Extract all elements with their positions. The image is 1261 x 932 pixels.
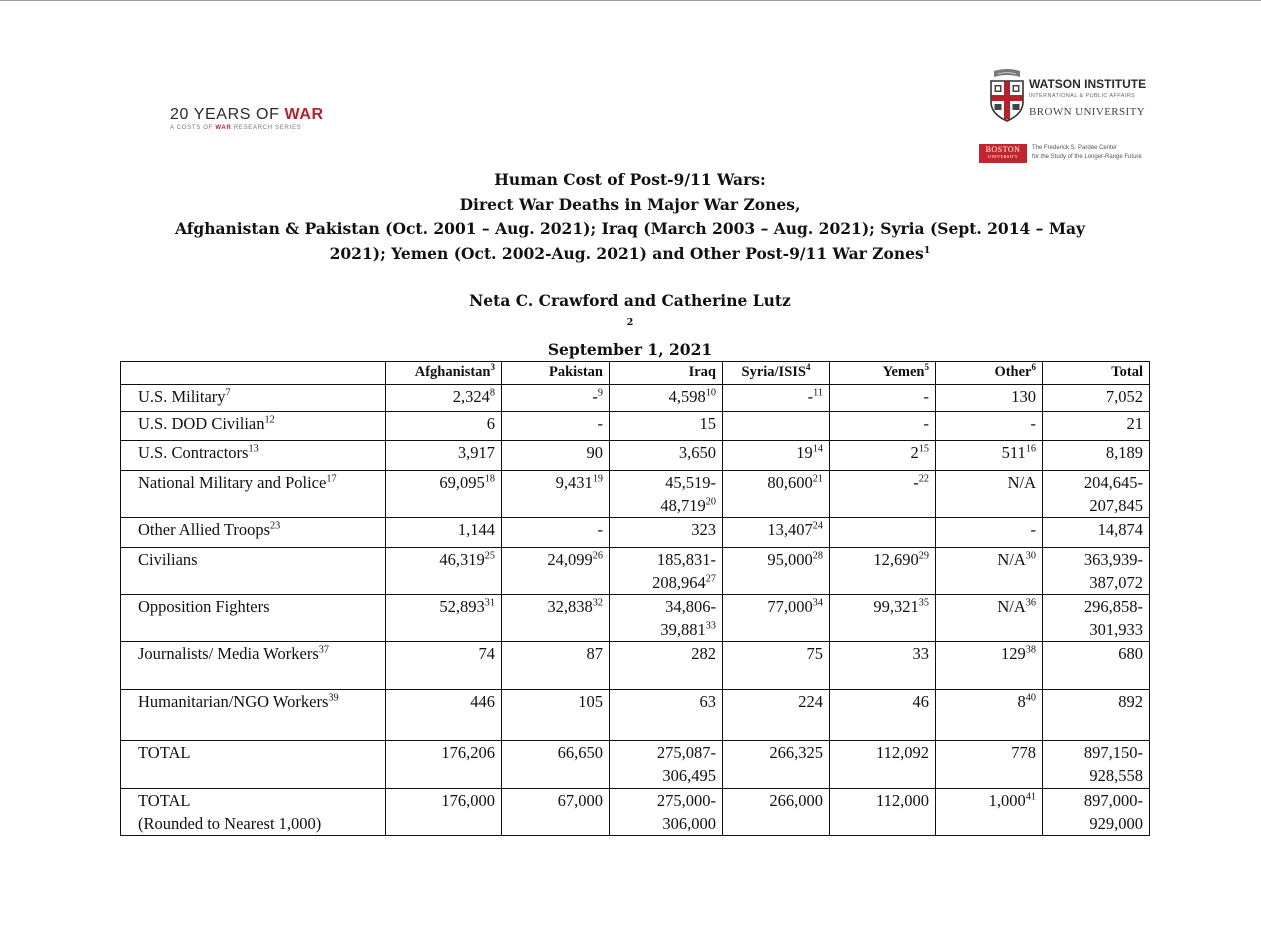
cell-other — [936, 595, 1043, 642]
byline — [120, 289, 1140, 363]
header-iraq-text: Iraq — [688, 364, 716, 380]
row-label — [121, 741, 386, 789]
header-other — [936, 362, 1043, 385]
header-afghanistan-text: Afghanistan — [414, 364, 491, 380]
row-label-text: TOTAL — [138, 791, 191, 810]
watson-institute-subtitle: INTERNATIONAL & PUBLIC AFFAIRS — [1029, 93, 1136, 99]
cell-pakistan — [502, 789, 610, 836]
cell-value: 130 — [1011, 387, 1036, 406]
title-line-3: Afghanistan & Pakistan (Oct. 2001 – Aug. 2021); Iraq (March 2003 – Aug. 2021); Syria (Sept. 2014 – May — [174, 219, 1086, 238]
cell-yemen — [830, 741, 936, 789]
header-total — [1043, 362, 1150, 385]
cell-afghanistan — [386, 690, 502, 741]
cell-value: 296,858- — [1083, 597, 1143, 616]
cell-other — [936, 441, 1043, 471]
cell-syria — [723, 548, 830, 595]
authors — [120, 289, 1140, 338]
cell-iraq — [610, 518, 723, 548]
cell-afghanistan — [386, 412, 502, 441]
row-label — [121, 518, 386, 548]
cell-pakistan — [502, 548, 610, 595]
footnote-ref[interactable]: 9 — [597, 387, 603, 399]
cell-value: 363,939- — [1083, 550, 1143, 569]
cell-iraq — [610, 741, 723, 789]
cell-pakistan — [502, 741, 610, 789]
row-label-text: U.S. Military — [138, 387, 226, 406]
row-label — [121, 789, 386, 836]
cell-value: - — [913, 473, 919, 492]
footnote-ref[interactable]: 37 — [318, 644, 329, 656]
cell-afghanistan — [386, 441, 502, 471]
header-pakistan — [502, 362, 610, 385]
cell-iraq — [610, 548, 723, 595]
footnote-ref[interactable]: 18 — [484, 473, 495, 485]
pardee-line-2: for the Study of the Longer-Range Future — [1032, 154, 1142, 160]
cell-value: 63 — [699, 692, 716, 711]
table-row — [121, 385, 1150, 412]
row-label-text: National Military and Police — [138, 473, 327, 492]
cell-value-cont-text: 929,000 — [1089, 814, 1143, 833]
row-label — [121, 690, 386, 741]
cell-pakistan — [502, 471, 610, 518]
cell-value: 13,407 — [767, 520, 813, 539]
cell-value: 95,000 — [767, 550, 813, 569]
authors-text: Neta C. Crawford and Catherine Lutz — [469, 291, 791, 310]
table-row — [121, 412, 1150, 441]
series-logo-sub-accent: WAR — [215, 125, 232, 131]
footnote-ref[interactable]: 40 — [1025, 692, 1036, 704]
row-label-text: Opposition Fighters — [138, 597, 270, 616]
cell-other — [936, 741, 1043, 789]
row-label — [121, 548, 386, 595]
cell-value: 897,000- — [1083, 791, 1143, 810]
cell-value: - — [923, 387, 929, 406]
cell-value: 185,831- — [656, 550, 716, 569]
cell-iraq — [610, 690, 723, 741]
series-logo-title — [170, 106, 360, 124]
cell-value: 33 — [912, 644, 929, 663]
cell-value-cont-text: 207,845 — [1089, 496, 1143, 515]
cell-value-cont — [616, 571, 716, 594]
cell-value: 282 — [691, 644, 716, 663]
cell-value-cont — [616, 494, 716, 517]
row-label-text: Journalists/ Media Workers — [138, 644, 319, 663]
footnote-ref[interactable]: 13 — [248, 443, 259, 455]
cell-value: N/A — [1007, 473, 1036, 492]
footnote-ref[interactable]: 39 — [328, 692, 339, 704]
cell-value: 67,000 — [557, 791, 603, 810]
cell-value: 1,144 — [457, 520, 495, 539]
footnote-ref[interactable]: 29 — [918, 550, 929, 562]
cell-iraq — [610, 789, 723, 836]
cell-other — [936, 642, 1043, 690]
cell-value: - — [597, 414, 603, 433]
footnote-ref[interactable]: 20 — [705, 496, 716, 508]
cell-value-cont-text: 387,072 — [1089, 573, 1143, 592]
cell-pakistan — [502, 441, 610, 471]
cell-value: 112,092 — [875, 743, 929, 762]
footnote-ref[interactable]: 8 — [489, 387, 495, 399]
series-logo-sub-a: A COSTS OF — [170, 125, 216, 131]
cell-afghanistan — [386, 595, 502, 642]
bu-badge-top: BOSTON — [985, 145, 1021, 154]
row-label — [121, 385, 386, 412]
series-logo-title-text: 20 YEARS OF — [170, 106, 285, 123]
table-row — [121, 548, 1150, 595]
cell-afghanistan — [386, 385, 502, 412]
cell-value: 2 — [910, 443, 919, 462]
row-label-subtext: (Rounded to Nearest 1,000) — [138, 814, 322, 833]
cell-value: 99,321 — [873, 597, 919, 616]
cell-value: - — [592, 387, 598, 406]
cell-value: 275,087- — [656, 743, 716, 762]
cell-value: 446 — [470, 692, 495, 711]
footnote-ref[interactable]: 10 — [705, 387, 716, 399]
cell-value: N/A — [997, 597, 1026, 616]
cell-total — [1043, 518, 1150, 548]
cell-syria — [723, 518, 830, 548]
cell-yemen — [830, 642, 936, 690]
cell-value: 892 — [1118, 692, 1143, 711]
cell-value: 66,650 — [557, 743, 603, 762]
cell-iraq — [610, 471, 723, 518]
cell-value: 9,431 — [555, 473, 593, 492]
cell-value-cont — [616, 764, 716, 787]
header-syria-text: Syria/ISIS — [741, 364, 806, 380]
cell-syria — [723, 690, 830, 741]
cell-value-cont-text: 208,964 — [652, 573, 706, 592]
header-afghanistan — [386, 362, 502, 385]
cell-pakistan — [502, 595, 610, 642]
cell-total — [1043, 412, 1150, 441]
footnote-ref[interactable]: 5 — [924, 362, 929, 373]
footnote-ref[interactable]: 15 — [918, 443, 929, 455]
cell-value: 778 — [1011, 743, 1036, 762]
footnote-ref[interactable]: 16 — [1025, 443, 1036, 455]
cell-syria — [723, 789, 830, 836]
footnote-ref[interactable]: 26 — [592, 550, 603, 562]
header-yemen — [830, 362, 936, 385]
cell-total — [1043, 441, 1150, 471]
footnote-ref[interactable]: 31 — [484, 597, 495, 609]
footnote-ref[interactable]: 19 — [592, 473, 603, 485]
cell-value: 275,000- — [656, 791, 716, 810]
cell-afghanistan — [386, 471, 502, 518]
table-row — [121, 741, 1150, 789]
cell-yemen — [830, 471, 936, 518]
cell-value: 87 — [586, 644, 603, 663]
series-logo — [170, 106, 360, 131]
series-logo-subtitle — [170, 125, 360, 131]
cell-value: 176,206 — [441, 743, 495, 762]
cell-value: 21 — [1126, 414, 1143, 433]
row-label — [121, 642, 386, 690]
pardee-line-1: The Frederick S. Pardee Center — [1032, 145, 1118, 151]
footnote-ref[interactable]: 2 — [626, 316, 634, 328]
cell-value: 4,598 — [668, 387, 706, 406]
cell-value: 511 — [1001, 443, 1026, 462]
cell-value: 80,600 — [767, 473, 813, 492]
footnote-ref[interactable]: 41 — [1025, 791, 1036, 803]
footnote-ref[interactable]: 1 — [923, 244, 931, 256]
cell-yemen — [830, 548, 936, 595]
cell-value: 34,806- — [665, 597, 716, 616]
row-label-text: Civilians — [138, 550, 198, 569]
cell-total — [1043, 642, 1150, 690]
header-other-text: Other — [994, 364, 1032, 380]
cell-other — [936, 385, 1043, 412]
row-label — [121, 595, 386, 642]
cell-value-cont-text: 48,719 — [660, 496, 706, 515]
table-row — [121, 642, 1150, 690]
row-label — [121, 441, 386, 471]
cell-syria — [723, 595, 830, 642]
cell-value: 19 — [796, 443, 813, 462]
cell-syria — [723, 642, 830, 690]
cell-value-cont-text: 306,000 — [662, 814, 716, 833]
cell-value: 52,893 — [439, 597, 485, 616]
footnote-ref[interactable]: 22 — [918, 473, 929, 485]
cell-value: 129 — [1001, 644, 1026, 663]
cell-value: 7,052 — [1105, 387, 1143, 406]
series-logo-sub-b: RESEARCH SERIES — [231, 125, 302, 131]
cell-value: 32,838 — [547, 597, 593, 616]
cell-value: 3,917 — [457, 443, 495, 462]
cell-value: 46,319 — [439, 550, 485, 569]
war-deaths-table — [120, 361, 1150, 836]
cell-other — [936, 690, 1043, 741]
row-label-text: Humanitarian/NGO Workers — [138, 692, 329, 711]
boston-university-badge — [979, 144, 1027, 163]
cell-value: 8 — [1017, 692, 1026, 711]
cell-total — [1043, 548, 1150, 595]
cell-iraq — [610, 412, 723, 441]
cell-total — [1043, 595, 1150, 642]
cell-syria — [723, 741, 830, 789]
cell-iraq — [610, 441, 723, 471]
cell-value: 897,150- — [1083, 743, 1143, 762]
footnote-ref[interactable]: 32 — [592, 597, 603, 609]
cell-value-cont — [1049, 812, 1143, 835]
table-header-row — [121, 362, 1150, 385]
cell-total — [1043, 690, 1150, 741]
cell-pakistan — [502, 412, 610, 441]
cell-syria — [723, 412, 830, 441]
cell-value-cont-text: 301,933 — [1089, 620, 1143, 639]
cell-other — [936, 471, 1043, 518]
cell-value: 3,650 — [678, 443, 716, 462]
cell-value: 45,519- — [665, 473, 716, 492]
pardee-center-label — [1032, 144, 1142, 162]
cell-value: 680 — [1118, 644, 1143, 663]
cell-value: 2,324 — [452, 387, 490, 406]
row-label-text: TOTAL — [138, 743, 191, 762]
title-line-4-text: 2021); Yemen (Oct. 2002-Aug. 2021) and Other Post-9/11 War Zones — [329, 243, 924, 263]
row-label — [121, 471, 386, 518]
cell-value-cont-text: 306,495 — [662, 766, 716, 785]
header-syria — [723, 362, 830, 385]
footnote-ref[interactable]: 21 — [812, 473, 823, 485]
cell-pakistan — [502, 518, 610, 548]
cell-value: 105 — [578, 692, 603, 711]
cell-value: 24,099 — [547, 550, 593, 569]
cell-other — [936, 518, 1043, 548]
cell-value-cont — [616, 812, 716, 835]
header-total-text: Total — [1111, 364, 1143, 380]
table-row — [121, 789, 1150, 836]
cell-other — [936, 548, 1043, 595]
cell-iraq — [610, 385, 723, 412]
title-line-4 — [120, 242, 1140, 267]
row-label-text: Other Allied Troops — [138, 520, 271, 539]
cell-value: 323 — [691, 520, 716, 539]
footnote-ref[interactable]: 12 — [264, 414, 275, 426]
cell-value: 46 — [912, 692, 929, 711]
cell-afghanistan — [386, 518, 502, 548]
footnote-ref[interactable]: 14 — [812, 443, 823, 455]
boston-university-pardee-logo — [979, 143, 1179, 167]
series-logo-title-accent: WAR — [284, 106, 324, 123]
footnote-ref[interactable]: 27 — [705, 573, 716, 585]
cell-yemen — [830, 441, 936, 471]
cell-value: - — [1030, 520, 1036, 539]
table-body — [121, 385, 1150, 836]
watson-institute-logo — [988, 68, 1158, 124]
table-row — [121, 595, 1150, 642]
cell-value-cont-text: 39,881 — [660, 620, 706, 639]
row-label-text: U.S. Contractors — [138, 443, 249, 462]
table-row — [121, 518, 1150, 548]
cell-total — [1043, 789, 1150, 836]
header-cell-empty — [121, 362, 386, 385]
header-yemen-text: Yemen — [882, 364, 925, 380]
footnote-ref[interactable]: 35 — [918, 597, 929, 609]
footnote-ref[interactable]: 17 — [326, 473, 337, 485]
cell-value: N/A — [997, 550, 1026, 569]
footnote-ref[interactable]: 23 — [270, 520, 281, 532]
cell-value-cont — [1049, 571, 1143, 594]
footnote-ref[interactable]: 33 — [705, 620, 716, 632]
cell-value: 8,189 — [1105, 443, 1143, 462]
cell-afghanistan — [386, 548, 502, 595]
cell-value-cont — [616, 618, 716, 641]
watson-institute-title: WATSON INSTITUTE — [1029, 77, 1147, 91]
cell-syria — [723, 471, 830, 518]
cell-value: 74 — [478, 644, 495, 663]
cell-value: - — [807, 387, 814, 406]
footnote-ref[interactable]: 25 — [484, 550, 495, 562]
cell-value: 75 — [806, 644, 823, 663]
cell-pakistan — [502, 690, 610, 741]
cell-value-cont-text: 928,558 — [1089, 766, 1143, 785]
cell-value: 204,645- — [1083, 473, 1143, 492]
cell-other — [936, 412, 1043, 441]
cell-yemen — [830, 789, 936, 836]
footnote-ref[interactable]: 38 — [1025, 644, 1036, 656]
cell-iraq — [610, 642, 723, 690]
cell-total — [1043, 385, 1150, 412]
row-label — [121, 412, 386, 441]
cell-value: - — [597, 520, 603, 539]
cell-value: 12,690 — [873, 550, 919, 569]
cell-yemen — [830, 690, 936, 741]
cell-afghanistan — [386, 741, 502, 789]
cell-afghanistan — [386, 789, 502, 836]
cell-value-cont — [1049, 494, 1143, 517]
cell-value: 1,000 — [988, 791, 1026, 810]
cell-value: 90 — [586, 443, 603, 462]
document-title — [120, 168, 1140, 266]
header-pakistan-text: Pakistan — [549, 364, 603, 380]
cell-value: 15 — [699, 414, 716, 433]
footnote-ref[interactable]: 30 — [1025, 550, 1036, 562]
cell-value-cont — [1049, 764, 1143, 787]
cell-pakistan — [502, 642, 610, 690]
cell-value: 224 — [798, 692, 823, 711]
footnote-ref[interactable]: 28 — [812, 550, 823, 562]
cell-value-cont — [1049, 618, 1143, 641]
footnote-ref[interactable]: 34 — [812, 597, 823, 609]
header-iraq — [610, 362, 723, 385]
cell-value: 6 — [486, 414, 495, 433]
cell-syria — [723, 441, 830, 471]
table-row — [121, 471, 1150, 518]
footnote-ref[interactable]: 7 — [225, 387, 231, 399]
footnote-ref[interactable]: 11 — [813, 387, 823, 399]
footnote-ref[interactable]: 4 — [805, 362, 811, 373]
cell-yemen — [830, 412, 936, 441]
title-line-1: Human Cost of Post-9/11 Wars: — [494, 170, 766, 189]
cell-iraq — [610, 595, 723, 642]
cell-value: - — [923, 414, 929, 433]
cell-value: 14,874 — [1097, 520, 1143, 539]
cell-total — [1043, 471, 1150, 518]
cell-value: 266,325 — [769, 743, 823, 762]
brown-seal-icon — [988, 68, 1026, 124]
cell-afghanistan — [386, 642, 502, 690]
cell-yemen — [830, 518, 936, 548]
footnote-ref[interactable]: 3 — [490, 362, 495, 373]
cell-value: 176,000 — [441, 791, 495, 810]
cell-value: 112,000 — [875, 791, 929, 810]
publication-date: September 1, 2021 — [547, 340, 713, 359]
cell-total — [1043, 741, 1150, 789]
cell-other — [936, 789, 1043, 836]
cell-yemen — [830, 595, 936, 642]
cell-syria — [723, 385, 830, 412]
table-row — [121, 441, 1150, 471]
cell-yemen — [830, 385, 936, 412]
cell-pakistan — [502, 385, 610, 412]
cell-value: - — [1030, 414, 1036, 433]
cell-value: 77,000 — [767, 597, 813, 616]
bu-badge-bottom: UNIVERSITY — [988, 154, 1018, 159]
row-label-text: U.S. DOD Civilian — [138, 414, 265, 433]
brown-university-label: BROWN UNIVERSITY — [1029, 106, 1146, 118]
cell-value: 69,095 — [439, 473, 485, 492]
footnote-ref[interactable]: 36 — [1025, 597, 1036, 609]
footnote-ref[interactable]: 24 — [812, 520, 823, 532]
title-line-2: Direct War Deaths in Major War Zones, — [459, 194, 801, 214]
footnote-ref[interactable]: 6 — [1031, 362, 1036, 373]
cell-value: 266,000 — [769, 791, 823, 810]
top-rule — [0, 0, 1261, 1]
table-row — [121, 690, 1150, 741]
